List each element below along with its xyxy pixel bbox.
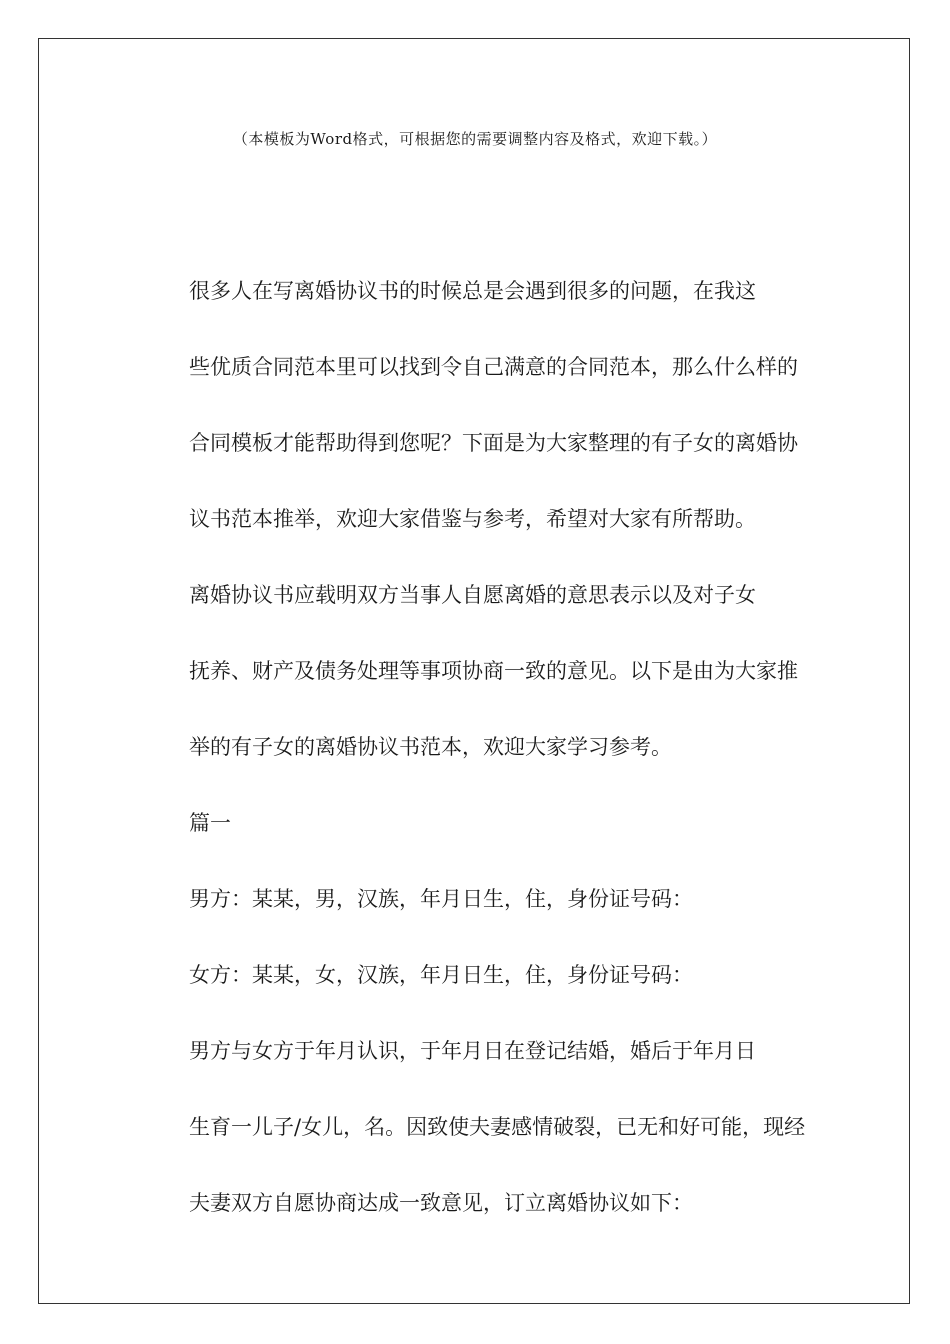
text-line: 些优质合同范本里可以找到令自己满意的合同范本，那么什么样的 (189, 355, 798, 379)
female-party-line (145, 956, 815, 994)
text-line: 举的有子女的离婚协议书范本，欢迎大家学习参考。 (189, 735, 672, 759)
agreement-preamble (145, 1032, 815, 1222)
text-line: 生育一儿子/女儿，名。因致使夫妻感情破裂，已无和好可能，现经 (189, 1115, 806, 1139)
text-line: 离婚协议书应载明双方当事人自愿离婚的意思表示以及对子女 (189, 583, 756, 607)
description-paragraph (145, 576, 815, 766)
text-line: 议书范本推举，欢迎大家借鉴与参考，希望对大家有所帮助。 (189, 507, 756, 531)
intro-paragraph (145, 272, 815, 538)
text-line: 女方：某某，女，汉族，年月日生，住，身份证号码： (189, 963, 693, 987)
text-line: 夫妻双方自愿协商达成一致意见，订立离婚协议如下： (189, 1191, 693, 1215)
male-party-line (145, 880, 815, 918)
document-body (145, 272, 815, 1260)
text-line: 男方：某某，男，汉族，年月日生，住，身份证号码： (189, 887, 693, 911)
text-line: 男方与女方于年月认识，于年月日在登记结婚，婚后于年月日 (189, 1039, 756, 1063)
text-line: 篇一 (189, 811, 231, 835)
text-line: 合同模板才能帮助得到您呢？下面是为大家整理的有子女的离婚协 (189, 431, 798, 455)
template-note: （本模板为Word格式，可根据您的需要调整内容及格式，欢迎下载。） (232, 130, 718, 148)
text-line: 抚养、财产及债务处理等事项协商一致的意见。以下是由为大家推 (189, 659, 798, 683)
text-line: 很多人在写离婚协议书的时候总是会遇到很多的问题，在我这 (189, 279, 756, 303)
section-heading (145, 804, 815, 842)
